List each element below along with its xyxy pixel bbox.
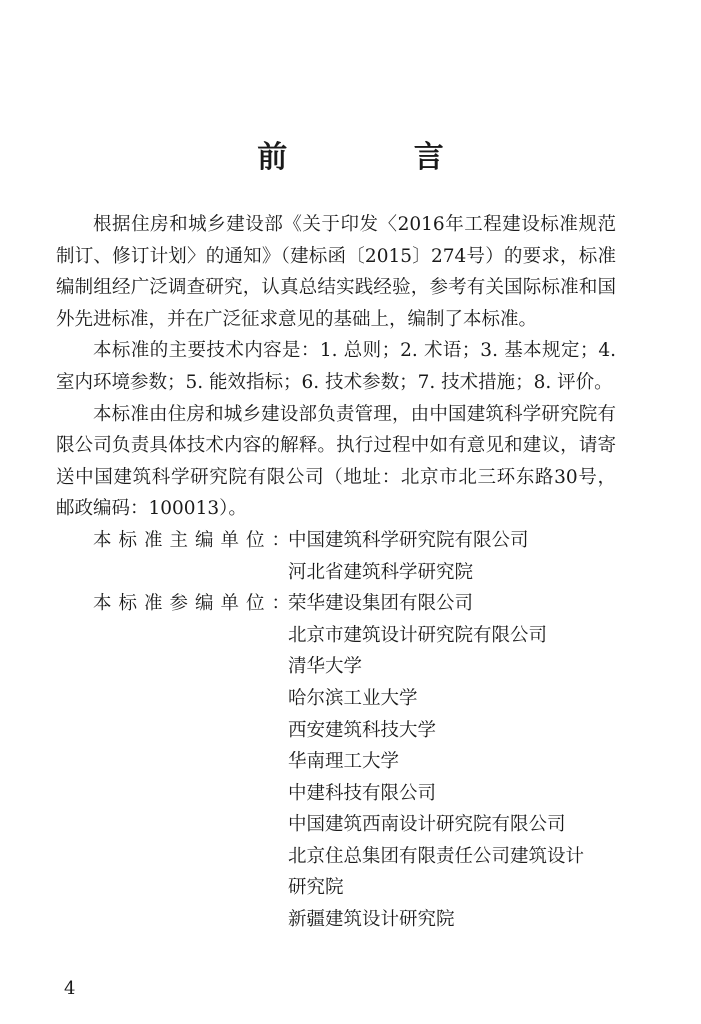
chief-unit-name: 河北省建筑科学研究院 <box>288 561 474 583</box>
participating-unit-name: 北京市建筑设计研究院有限公司 <box>288 624 548 646</box>
participating-unit-row <box>56 778 616 810</box>
chief-unit-row <box>56 525 616 557</box>
participating-unit-row <box>56 809 616 841</box>
participating-unit-row <box>56 588 616 620</box>
participating-unit-name: 中建科技有限公司 <box>288 782 437 804</box>
participating-unit-name: 荣华建设集团有限公司 <box>288 593 474 615</box>
participating-unit-name: 哈尔滨工业大学 <box>288 687 418 709</box>
paragraph-management: 本标准由住房和城乡建设部负责管理，由中国建筑科学研究院有限公司负责具体技术内容的解释。执行过程中如有意见和建议，请寄送中国建筑科学研究院有限公司（地址：北京市北三环东路30号，邮政编码：100013）。 <box>56 403 616 520</box>
participating-unit-name: 中国建筑西南设计研究院有限公司 <box>288 814 566 836</box>
participating-units-label: 本标准参编单位： <box>93 593 298 615</box>
paragraph-background: 根据住房和城乡建设部《关于印发〈2016年工程建设标准规范制订、修订计划〉的通知》（建标函〔2015〕274号）的要求，标准编制组经广泛调查研究，认真总结实践经验，参考有关国际标准和国外先进标准，并在广泛征求意见的基础上，编制了本标准。 <box>56 214 616 330</box>
page-number: 4 <box>64 978 76 999</box>
participating-unit-row <box>56 872 616 904</box>
participating-unit-row <box>56 841 616 873</box>
participating-unit-name: 清华大学 <box>288 656 363 678</box>
participating-unit-name: 华南理工大学 <box>288 751 400 773</box>
participating-unit-row <box>56 651 616 683</box>
chief-units-block <box>56 525 616 588</box>
participating-unit-row <box>56 620 616 652</box>
participating-units-block <box>56 588 616 936</box>
participating-unit-row <box>56 715 616 747</box>
preface-body <box>56 209 616 936</box>
chief-units-label: 本标准主编单位： <box>93 529 298 551</box>
paragraph-contents: 本标准的主要技术内容是：1. 总则；2. 术语；3. 基本规定；4. 室内环境参数；5. 能效指标；6. 技术参数；7. 技术措施；8. 评价。 <box>56 340 616 393</box>
participating-unit-name: 北京住总集团有限责任公司建筑设计 <box>288 845 585 867</box>
participating-unit-name: 研究院 <box>288 877 344 899</box>
participating-unit-row <box>56 904 616 936</box>
chief-unit-row <box>56 557 616 589</box>
participating-unit-row <box>56 746 616 778</box>
participating-unit-row <box>56 683 616 715</box>
participating-unit-name: 新疆建筑设计研究院 <box>288 909 455 931</box>
participating-unit-name: 西安建筑科技大学 <box>288 719 437 741</box>
page-title: 前 言 <box>257 140 502 175</box>
chief-unit-name: 中国建筑科学研究院有限公司 <box>288 529 529 551</box>
